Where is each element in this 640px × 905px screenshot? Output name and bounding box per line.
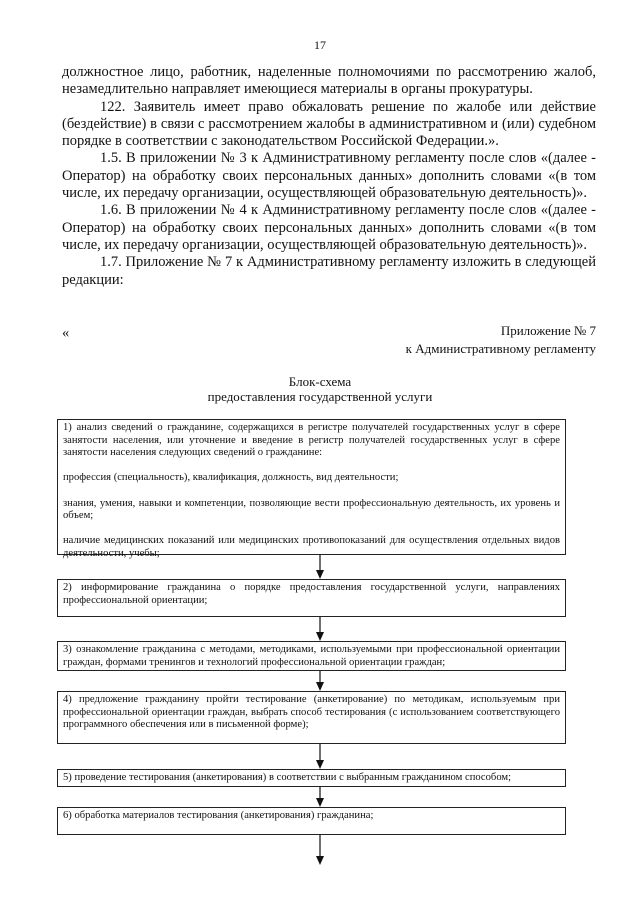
flow-step-1-text: наличие медицинских показаний или медицинских противопоказаний для осуществления отдельных видов деятельности, учебы; xyxy=(63,535,560,559)
body-text xyxy=(62,64,596,289)
flow-step-3-text: 3) ознакомление гражданина с методами, методиками, используемыми при профессиональной ориентации граждан, формами тренингов и технологий профессиональной ориентации граждан; xyxy=(63,644,560,668)
paragraph-1-5: 1.5. В приложении № 3 к Административному регламенту после слов «(далее - Оператор) на обработку своих персональных данных» дополнить словами «(в том числе, их передачу организации, осуществляющей образовательную деятельность)». xyxy=(62,150,596,202)
flow-arrow-icon xyxy=(316,787,324,807)
paragraph-continuation: должностное лицо, работник, наделенные полномочиями по рассмотрению жалоб, незамедлительно направляет имеющиеся материалы в органы прокуратуры. xyxy=(62,64,596,98)
flow-step-1 xyxy=(57,419,566,559)
flow-arrow-icon xyxy=(316,671,324,691)
flow-step-5 xyxy=(57,769,566,787)
flow-step-6-text: 6) обработка материалов тестирования (анкетирования) гражданина; xyxy=(63,810,374,821)
flow-step-3 xyxy=(57,641,566,671)
flow-arrow-icon xyxy=(316,555,324,579)
appendix-subtitle: к Административному регламенту xyxy=(405,341,596,356)
flow-step-2-text: 2) информирование гражданина о порядке предоставления государственной услуги, направлениях профессиональной ориентации; xyxy=(63,582,560,606)
flow-step-2 xyxy=(57,579,566,617)
flow-step-1-text: знания, умения, навыки и компетенции, позволяющие вести профессиональную деятельность, их уровень и объем; xyxy=(63,497,560,522)
flow-step-4 xyxy=(57,691,566,744)
appendix-open-quote: « xyxy=(62,325,70,341)
paragraph-122: 122. Заявитель имеет право обжаловать решение по жалобе или действие (бездействие) в связи с рассмотрением жалобы в административном и (или) судебном порядке в соответствии с законодательством Российской Федерации.». xyxy=(62,98,596,150)
flow-step-1-text: 1) анализ сведений о гражданине, содержащихся в регистре получателей государственных услуг в сфере занятости населения, или уточнение и введение в регистр получателей государственных услуг в сфере занятости населения следующих сведений о гражданине: xyxy=(63,422,560,459)
scheme-subtitle: предоставления государственной услуги xyxy=(207,389,433,404)
flow-step-4-text: 4) предложение гражданину пройти тестирование (анкетирование) по методикам, используемым при профессиональной ориентации граждан, выбрать способ тестирования (с использованием соответствующего программного обеспечения или в письменной форме); xyxy=(63,694,560,731)
flow-arrow-icon xyxy=(316,744,324,769)
flow-arrow-icon xyxy=(316,617,324,641)
flow-arrow-icon xyxy=(316,835,324,865)
appendix-title: Приложение № 7 xyxy=(500,323,596,338)
flow-step-5-text: 5) проведение тестирования (анкетирования) в соответствии с выбранным гражданином способом; xyxy=(63,772,512,783)
flow-step-6 xyxy=(57,807,566,835)
scheme-title: Блок-схема xyxy=(288,374,352,389)
page-number: 17 xyxy=(314,38,326,52)
paragraph-1-6: 1.6. В приложении № 4 к Административному регламенту после слов «(далее - Оператор) на обработку своих персональных данных» дополнить словами «(в том числе, их передачу организации, осуществляющей образовательную деятельность)». xyxy=(62,202,596,253)
flow-step-1-text: профессия (специальность), квалификация, должность, вид деятельности; xyxy=(63,472,399,484)
paragraph-1-7: 1.7. Приложение № 7 к Административному регламенту изложить в следующей редакции: xyxy=(62,254,596,288)
